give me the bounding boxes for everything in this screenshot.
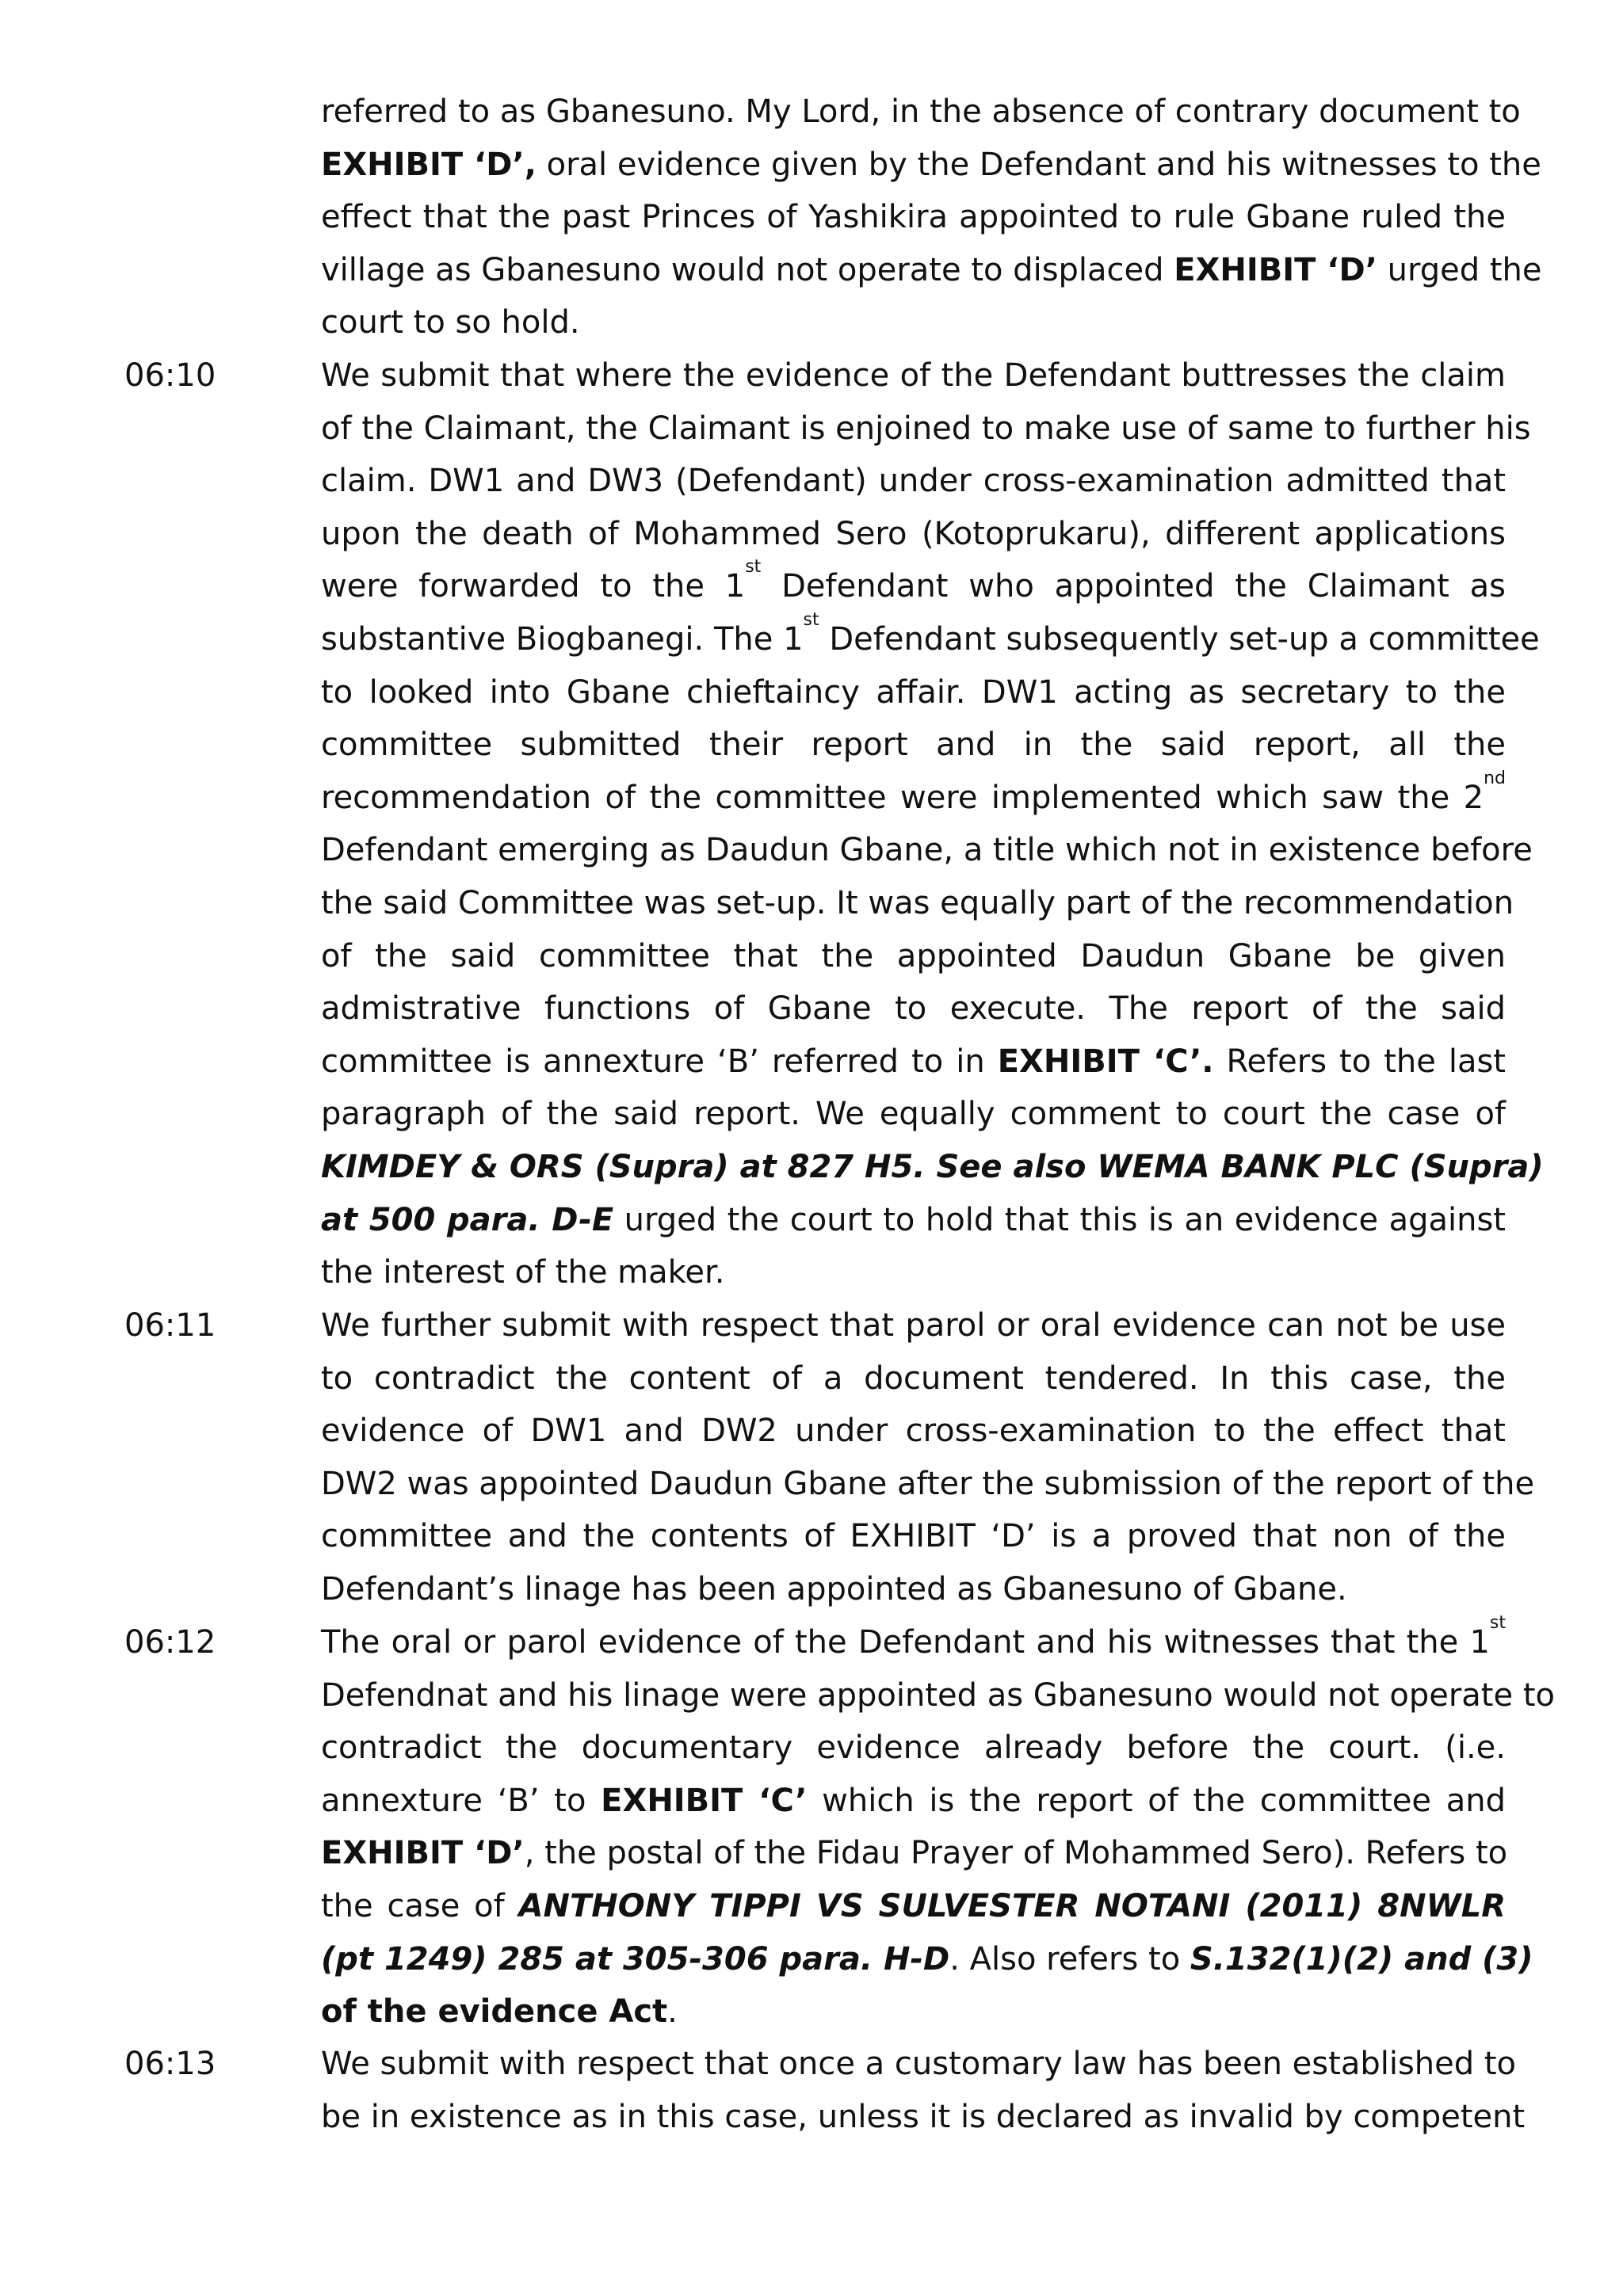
text-line <box>321 2038 1517 2091</box>
text-run: to looked into Gbane chieftaincy affair. DW1 acting as secretary to the <box>321 673 1506 711</box>
text-run: of the said committee that the appointed Daudun Gbane be given <box>321 937 1506 974</box>
text-line <box>321 1510 1506 1563</box>
text-run: be in existence as in this case, unless it is declared as invalid by competent <box>321 2098 1526 2135</box>
text-run: claim. DW1 and DW3 (Defendant) under cross-examination admitted that <box>321 463 1506 500</box>
text-run: substantive Biogbanegi. The 1 <box>321 620 804 658</box>
text-line <box>321 1194 1506 1247</box>
paragraph-number-06-11: 06:11 <box>124 1307 216 1344</box>
text-line <box>321 1933 1533 1986</box>
bold-reference: EXHIBIT ‘D’, <box>321 146 537 183</box>
text-line <box>321 1088 1506 1141</box>
text-line <box>321 1985 1506 2039</box>
text-run: committee submitted their report and in the said report, all the <box>321 727 1506 764</box>
text-run: Defendant’s linage has been appointed as Gbanesuno of Gbane. <box>321 1570 1347 1608</box>
text-run: paragraph of the said report. We equally comment to court the case of <box>321 1096 1506 1133</box>
ordinal-superscript: nd <box>1484 768 1506 788</box>
text-line <box>321 1722 1506 1775</box>
text-run: Refers to the last <box>1213 1043 1506 1080</box>
text-run: We further submit with respect that parol or oral evidence can not be use <box>321 1307 1506 1344</box>
text-line <box>321 296 1506 349</box>
bold-reference: EXHIBIT ‘D’ <box>321 1835 525 1872</box>
text-line <box>321 877 1514 930</box>
text-run: We submit with respect that once a customary law has been established to <box>321 2046 1517 2082</box>
text-run: committee is annexture ‘B’ referred to in <box>321 1043 998 1080</box>
text-line <box>321 719 1506 772</box>
text-run: the interest of the maker. <box>321 1254 725 1291</box>
text-run: DW2 was appointed Daudun Gbane after the submission of the report of the <box>321 1465 1535 1502</box>
text-run: oral evidence given by the Defendant and his witnesses to the <box>536 146 1541 183</box>
text-line <box>321 1035 1506 1089</box>
text-run: Defendant subsequently set-up a committee <box>819 620 1540 658</box>
text-run: were forwarded to the 1 <box>321 568 746 605</box>
text-line <box>321 1352 1506 1405</box>
text-run: court to so hold. <box>321 304 580 341</box>
text-run: the case of <box>321 1887 519 1924</box>
text-run: urged the <box>1377 251 1542 288</box>
text-run: evidence of DW1 and DW2 under cross-examination to the effect that <box>321 1413 1506 1450</box>
paragraph-continuation <box>321 86 1542 349</box>
text-line <box>321 930 1506 983</box>
case-citation: ANTHONY TIPPI VS SULVESTER NOTANI (2011) 8NWLR <box>518 1887 1506 1924</box>
text-line <box>321 1141 1544 1194</box>
paragraph-06-13 <box>321 2038 1526 2143</box>
ordinal-superscript: st <box>745 557 762 578</box>
bold-reference: EXHIBIT ‘D’ <box>1174 251 1377 288</box>
text-line <box>321 1669 1555 1722</box>
text-run: which is the report of the committee and <box>807 1782 1506 1819</box>
text-run: the said Committee was set-up. It was equally part of the recommendation <box>321 884 1514 921</box>
text-line <box>321 191 1506 244</box>
text-line <box>321 1880 1506 1933</box>
text-run: upon the death of Mohammed Sero (Kotoprukaru), different applications <box>321 515 1506 552</box>
case-citation: (pt 1249) 285 at 305-306 para. H-D <box>321 1940 950 1978</box>
text-line <box>321 982 1506 1035</box>
text-run: admistrative functions of Gbane to execute. The report of the said <box>321 990 1506 1028</box>
text-run: referred to as Gbanesuno. My Lord, in the absence of contrary document to <box>321 93 1521 130</box>
text-run: Defendant who appointed the Claimant as <box>761 568 1506 605</box>
text-run: contradict the documentary evidence already before the court. (i.e. <box>321 1730 1506 1767</box>
ordinal-superscript: st <box>1489 1613 1506 1633</box>
text-line <box>321 139 1541 192</box>
text-run: effect that the past Princes of Yashikira appointed to rule Gbane ruled the <box>321 199 1506 236</box>
text-run: to contradict the content of a document tendered. In this case, the <box>321 1360 1506 1397</box>
text-run: of the Claimant, the Claimant is enjoined to make use of same to further his <box>321 410 1531 447</box>
paragraph-06-11 <box>321 1299 1535 1616</box>
text-line <box>321 508 1506 561</box>
text-line <box>321 1613 1506 1669</box>
text-run: . Also refers to <box>949 1940 1190 1978</box>
paragraph-06-12 <box>321 1613 1555 2039</box>
text-line <box>321 1563 1506 1616</box>
text-line <box>321 1299 1506 1352</box>
text-run: Defendnat and his linage were appointed as Gbanesuno would not operate to <box>321 1676 1555 1714</box>
case-citation: at 500 para. D-E <box>321 1201 614 1238</box>
text-line <box>321 402 1531 456</box>
text-line <box>321 666 1506 719</box>
paragraph-number-06-12: 06:12 <box>124 1624 216 1661</box>
text-line <box>321 1246 1506 1299</box>
text-line <box>321 824 1533 877</box>
text-line <box>321 244 1542 297</box>
text-run: annexture ‘B’ to <box>321 1782 601 1819</box>
text-run: Defendant emerging as Daudun Gbane, a title which not in existence before <box>321 832 1533 869</box>
text-run: , the postal of the Fidau Prayer of Mohammed Sero). Refers to <box>524 1835 1508 1872</box>
text-line <box>321 768 1506 825</box>
text-line <box>321 455 1506 508</box>
paragraph-number-06-13: 06:13 <box>124 2046 216 2082</box>
ordinal-superscript: st <box>803 609 819 630</box>
text-line <box>321 1458 1535 1511</box>
text-line <box>321 86 1521 139</box>
text-line <box>321 1405 1506 1458</box>
case-citation: KIMDEY & ORS (Supra) at 827 H5. See also WEMA BANK PLC (Supra) <box>321 1148 1544 1185</box>
text-line <box>321 2091 1526 2144</box>
text-line <box>321 609 1540 666</box>
paragraph-06-10 <box>321 349 1544 1299</box>
bold-reference: EXHIBIT ‘C’ <box>601 1782 808 1819</box>
text-run: village as Gbanesuno would not operate to displaced <box>321 251 1174 288</box>
text-run: The oral or parol evidence of the Defendant and his witnesses that the 1 <box>321 1624 1490 1661</box>
text-run: . <box>667 1993 678 2031</box>
text-run: recommendation of the committee were implemented which saw the 2 <box>321 779 1484 816</box>
paragraph-number-06-10: 06:10 <box>124 357 216 394</box>
bold-reference: EXHIBIT ‘C’. <box>997 1043 1214 1080</box>
text-line <box>321 557 1506 613</box>
bold-reference: of the evidence Act <box>321 1993 668 2031</box>
text-run: urged the court to hold that this is an evidence against <box>613 1201 1506 1238</box>
text-line <box>321 1827 1506 1880</box>
text-run: We submit that where the evidence of the Defendant buttresses the claim <box>321 357 1506 394</box>
case-citation: S.132(1)(2) and (3) <box>1190 1940 1533 1978</box>
text-line <box>321 1775 1506 1828</box>
text-line <box>321 349 1506 402</box>
text-run: committee and the contents of EXHIBIT ‘D’ is a proved that non of the <box>321 1518 1506 1555</box>
